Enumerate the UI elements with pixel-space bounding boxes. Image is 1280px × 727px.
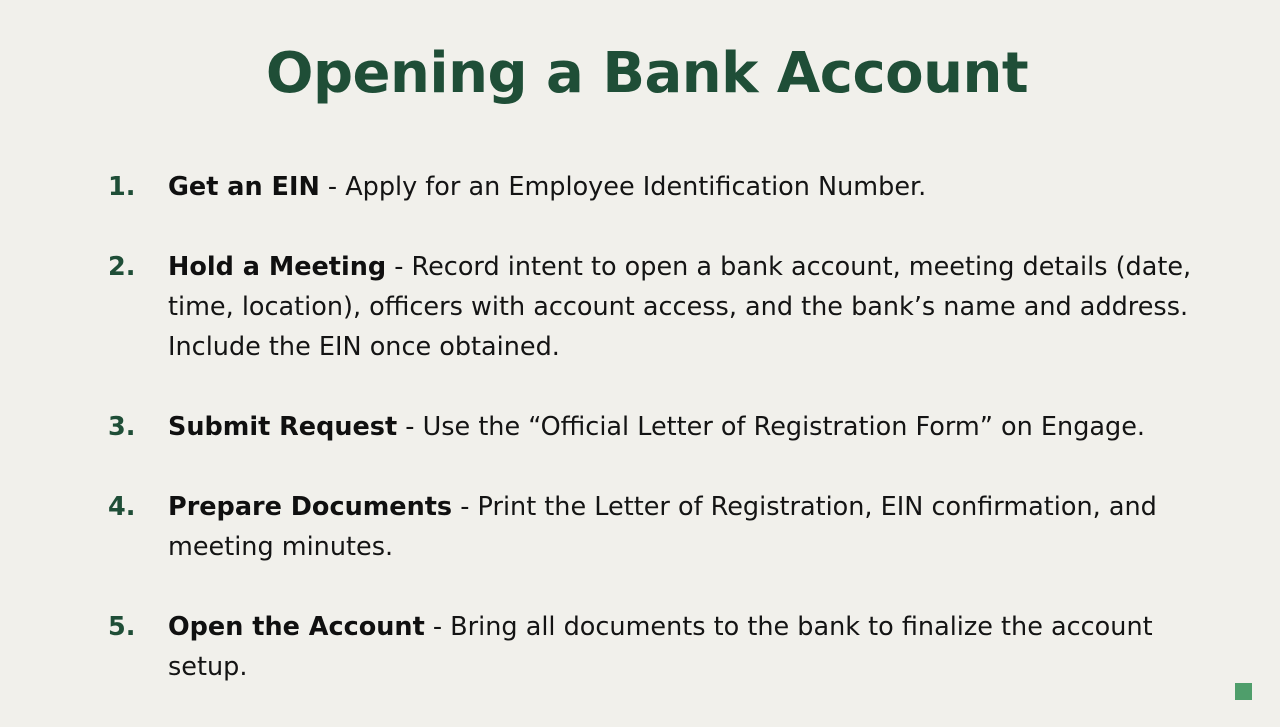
list-item bbox=[108, 407, 1218, 447]
slide-title: Opening a Bank Account bbox=[265, 41, 1029, 106]
step-content bbox=[168, 607, 1218, 687]
step-content bbox=[168, 407, 1218, 447]
step-description: - Record intent to open a bank account, meeting details (date, time, location), officers with account access, and the bank’s name and address. Include the EIN once obtained. bbox=[168, 252, 1192, 362]
step-number: 3. bbox=[108, 412, 136, 442]
step-description: - Bring all documents to the bank to finalize the account setup. bbox=[168, 612, 1153, 682]
step-number: 2. bbox=[108, 252, 136, 282]
step-content bbox=[168, 247, 1218, 367]
step-description: - Apply for an Employee Identification Number. bbox=[319, 172, 927, 202]
list-item bbox=[108, 167, 1218, 207]
step-heading: Hold a Meeting bbox=[168, 252, 387, 282]
list-item bbox=[108, 247, 1218, 367]
step-heading: Prepare Documents bbox=[168, 492, 453, 522]
step-heading: Open the Account bbox=[168, 612, 425, 642]
step-heading: Submit Request bbox=[168, 412, 398, 442]
list-item bbox=[108, 607, 1218, 687]
corner-square-icon bbox=[1235, 683, 1252, 700]
step-number: 4. bbox=[108, 492, 136, 522]
step-content bbox=[168, 487, 1218, 567]
step-heading: Get an EIN bbox=[168, 172, 320, 202]
step-description: - Print the Letter of Registration, EIN confirmation, and meeting minutes. bbox=[168, 492, 1157, 562]
step-number: 1. bbox=[108, 172, 136, 202]
step-number: 5. bbox=[108, 612, 136, 642]
list-item bbox=[108, 487, 1218, 567]
step-content bbox=[168, 167, 1218, 207]
steps-list bbox=[108, 167, 1218, 727]
step-description: - Use the “Official Letter of Registration Form” on Engage. bbox=[397, 412, 1145, 442]
